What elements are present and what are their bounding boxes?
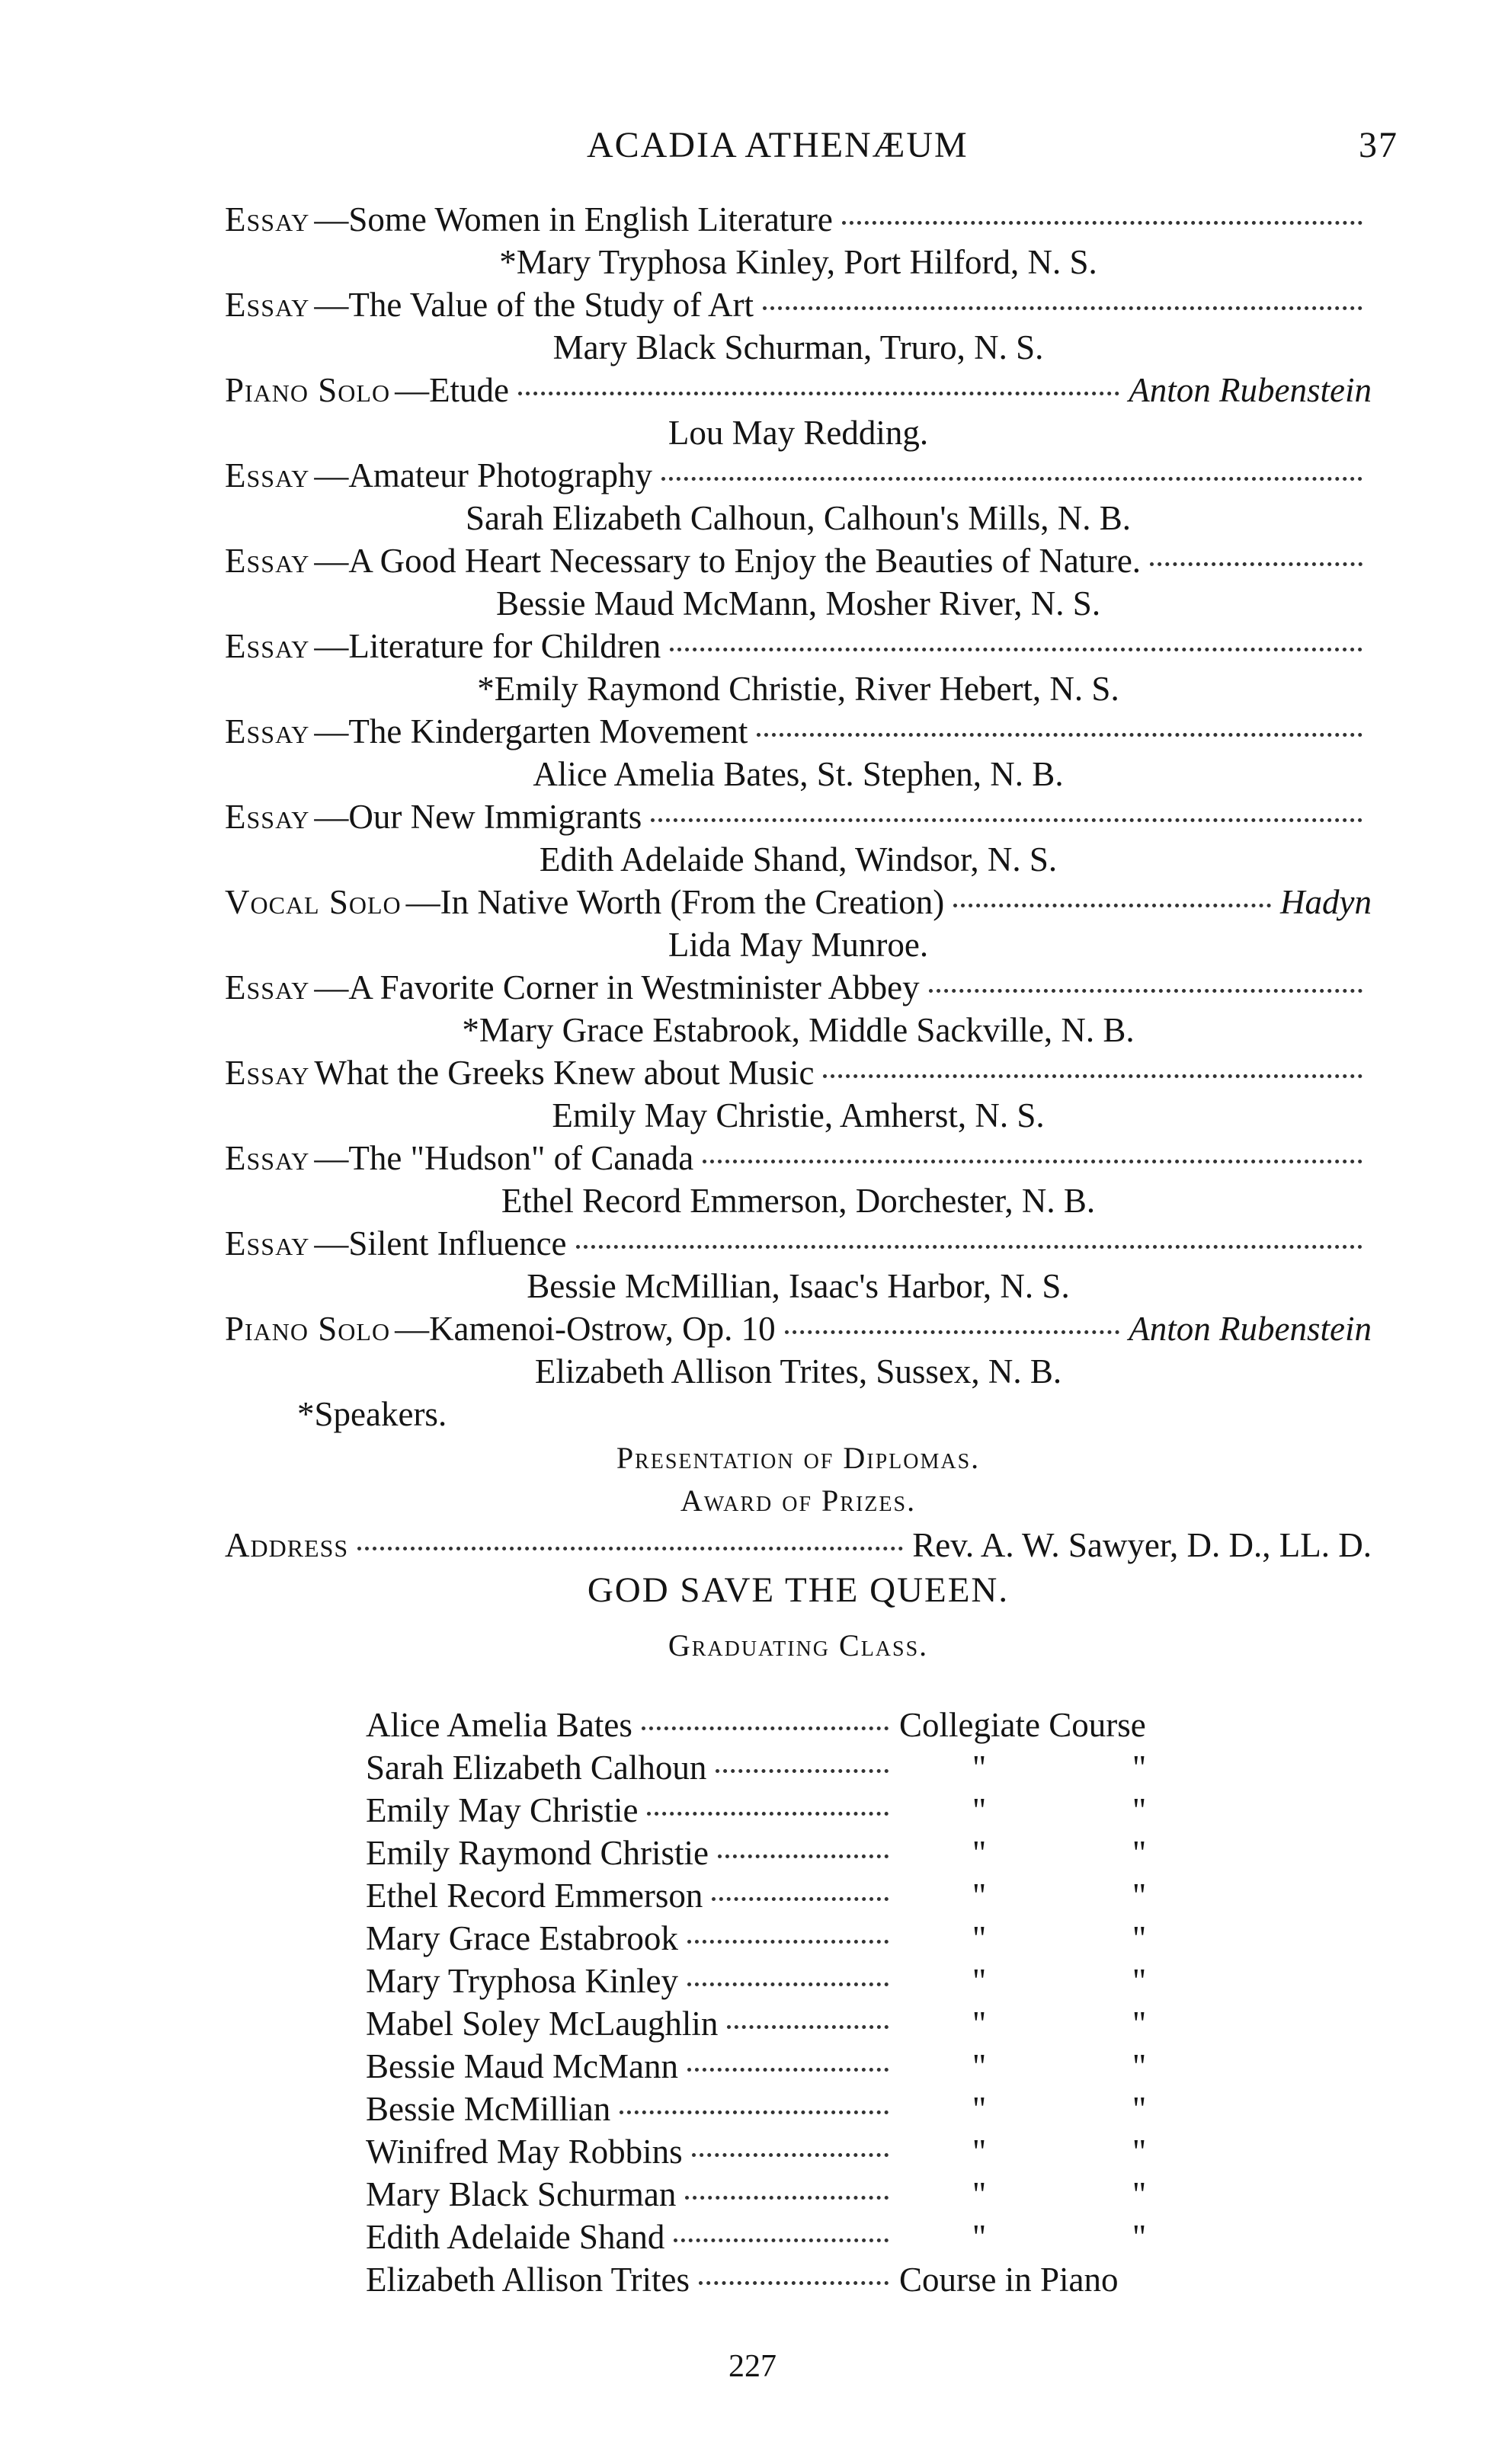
- dot-leader: [953, 904, 1271, 907]
- ditto-mark: ": [972, 2175, 987, 2213]
- item-composer: Anton Rubenstein: [1129, 371, 1372, 409]
- graduate-row: [366, 2004, 1250, 2046]
- ditto-mark: ": [1132, 1919, 1147, 1957]
- graduate-name-cell: [366, 1961, 899, 2001]
- graduate-name-cell: [366, 2089, 899, 2129]
- page-number: 37: [1359, 124, 1398, 165]
- program-item: [225, 456, 1372, 498]
- graduate-course: Course in Piano: [899, 2261, 1119, 2299]
- award-of-prizes: Award of Prizes.: [680, 1483, 917, 1518]
- graduating-class-heading: Graduating Class.: [668, 1628, 929, 1662]
- dot-leader: [685, 2196, 889, 2200]
- ditto-mark: ": [972, 2090, 987, 2128]
- program-item: [225, 882, 1372, 925]
- item-composer: Anton Rubenstein: [1129, 1310, 1372, 1348]
- ditto-mark: ": [972, 2133, 987, 2171]
- program-item: [225, 541, 1372, 584]
- dot-leader: [687, 1940, 889, 1944]
- ditto-mark: ": [1132, 1877, 1147, 1915]
- graduate-name: Winifred May Robbins: [366, 2133, 683, 2171]
- graduate-name: Edith Adelaide Shand: [366, 2218, 665, 2256]
- ditto-mark: ": [972, 2218, 987, 2256]
- item-performer: Sarah Elizabeth Calhoun, Calhoun's Mills, N. B.: [465, 499, 1132, 537]
- graduate-name-cell: [366, 2174, 899, 2214]
- graduate-row: [366, 1790, 1250, 1833]
- item-type-label: Essay: [225, 1139, 310, 1177]
- dot-leader: [518, 392, 1119, 395]
- dot-leader: [929, 989, 1363, 993]
- item-performer: Elizabeth Allison Trites, Sussex, N. B.: [534, 1352, 1062, 1390]
- item-performer: Mary Black Schurman, Truro, N. S.: [552, 328, 1044, 366]
- ditto-mark: ": [972, 1791, 987, 1829]
- item-performer: Edith Adelaide Shand, Windsor, N. S.: [539, 840, 1058, 878]
- program-item: [225, 797, 1372, 840]
- dot-leader: [718, 1854, 889, 1858]
- item-title: —Silent Influence: [314, 1224, 567, 1262]
- dot-leader: [699, 2281, 889, 2285]
- graduate-name: Mary Black Schurman: [366, 2175, 677, 2213]
- ditto-mark: ": [1132, 2047, 1147, 2085]
- ditto-mark: ": [972, 1919, 987, 1957]
- program-item: [225, 1309, 1372, 1352]
- graduate-row: [366, 1748, 1250, 1790]
- item-type-label: Essay: [225, 1224, 310, 1262]
- ditto-mark: ": [972, 1877, 987, 1915]
- graduate-row: [366, 1961, 1250, 2004]
- item-title: —Literature for Children: [314, 627, 661, 665]
- item-title: What the Greeks Knew about Music: [314, 1054, 815, 1092]
- graduate-row: [366, 2174, 1250, 2217]
- item-type-label: Piano Solo: [225, 371, 391, 409]
- item-title: —The "Hudson" of Canada: [314, 1139, 694, 1177]
- graduate-name-cell: [366, 2046, 899, 2086]
- graduate-name: Alice Amelia Bates: [366, 1706, 632, 1744]
- item-performer: Bessie Maud McMann, Mosher River, N. S.: [495, 584, 1101, 622]
- ditto-mark: ": [1132, 2090, 1147, 2128]
- item-title: —Our New Immigrants: [314, 798, 642, 836]
- program-list: [225, 200, 1372, 1684]
- item-title: —Etude: [395, 371, 510, 409]
- graduate-name: Emily May Christie: [366, 1791, 639, 1829]
- item-type-label: Essay: [225, 200, 310, 238]
- ditto-mark: ": [1132, 1834, 1147, 1872]
- item-title: —A Good Heart Necessary to Enjoy the Beauties of Nature.: [314, 542, 1142, 580]
- dot-leader: [692, 2153, 889, 2157]
- anthem-line: GOD SAVE THE QUEEN.: [587, 1570, 1010, 1610]
- graduate-name: Mabel Soley McLaughlin: [366, 2005, 719, 2043]
- graduate-row: [366, 2260, 1250, 2302]
- item-title: —Kamenoi-Ostrow, Op. 10: [395, 1310, 776, 1348]
- item-type-label: Essay: [225, 456, 310, 494]
- graduate-row: [366, 2046, 1250, 2089]
- program-item: [225, 285, 1372, 328]
- item-performer: Ethel Record Emmerson, Dorchester, N. B.: [501, 1182, 1096, 1220]
- graduate-name: Bessie Maud McMann: [366, 2047, 678, 2085]
- graduate-row: [366, 2217, 1250, 2260]
- graduate-name-cell: [366, 1876, 899, 1915]
- program-item: [225, 1053, 1372, 1096]
- footer-page-number: 227: [728, 2349, 777, 2384]
- dot-leader: [674, 2238, 889, 2242]
- graduate-name: Ethel Record Emmerson: [366, 1877, 703, 1915]
- item-type-label: Essay: [225, 968, 310, 1006]
- dot-leader: [651, 818, 1363, 822]
- dot-leader: [785, 1330, 1120, 1334]
- graduate-name-cell: [366, 1833, 899, 1873]
- address-label: Address: [225, 1526, 349, 1564]
- item-type-label: Essay: [225, 712, 310, 750]
- dot-leader: [647, 1812, 889, 1816]
- item-type-label: Essay: [225, 542, 310, 580]
- program-item: [225, 626, 1372, 669]
- program-item: [225, 200, 1372, 242]
- graduate-name-cell: [366, 2260, 899, 2299]
- graduate-name: Bessie McMillian: [366, 2090, 611, 2128]
- graduate-name-cell: [366, 1748, 899, 1787]
- graduate-course: Collegiate Course: [899, 1706, 1146, 1744]
- graduate-name-cell: [366, 2004, 899, 2043]
- dot-leader: [823, 1074, 1363, 1078]
- graduate-name-cell: [366, 2217, 899, 2257]
- item-type-label: Vocal Solo: [225, 883, 402, 921]
- presentation-of-diplomas: Presentation of Diplomas.: [616, 1441, 981, 1475]
- dot-leader: [687, 1982, 889, 1986]
- item-performer: Emily May Christie, Amherst, N. S.: [552, 1096, 1045, 1134]
- item-title: —A Favorite Corner in Westminister Abbey: [314, 968, 920, 1006]
- graduate-name-cell: [366, 1705, 899, 1745]
- item-performer: *Mary Tryphosa Kinley, Port Hilford, N. S.: [499, 243, 1097, 281]
- item-title: —The Value of the Study of Art: [314, 286, 754, 324]
- graduating-class-list: [366, 1705, 1250, 2302]
- program-items: [225, 200, 1372, 1394]
- program-item: [225, 1138, 1372, 1181]
- ditto-mark: ": [1132, 2218, 1147, 2256]
- ditto-mark: ": [1132, 2005, 1147, 2043]
- graduate-name-cell: [366, 1918, 899, 1958]
- dot-leader: [763, 306, 1363, 310]
- dot-leader: [357, 1547, 903, 1550]
- item-title: —Amateur Photography: [314, 456, 653, 494]
- graduate-row: [366, 1876, 1250, 1918]
- item-performer: Lida May Munroe.: [668, 926, 929, 964]
- graduate-name: Mary Tryphosa Kinley: [366, 1962, 679, 2000]
- dot-leader: [620, 2110, 889, 2114]
- running-title: ACADIA ATHENÆUM: [587, 124, 969, 165]
- graduate-name-cell: [366, 1790, 899, 1830]
- ditto-mark: ": [972, 2047, 987, 2085]
- program-item: [225, 370, 1372, 413]
- graduate-row: [366, 1918, 1250, 1961]
- graduate-name-cell: [366, 2132, 899, 2171]
- ditto-mark: ": [1132, 2133, 1147, 2171]
- ditto-mark: ": [972, 1834, 987, 1872]
- dot-leader: [716, 1769, 889, 1773]
- item-title: —In Native Worth (From the Creation): [405, 883, 945, 921]
- item-composer: Hadyn: [1280, 883, 1372, 921]
- ditto-mark: ": [1132, 2175, 1147, 2213]
- item-type-label: Essay: [225, 798, 310, 836]
- address-row: [225, 1525, 1372, 1570]
- dot-leader: [687, 2068, 889, 2072]
- ditto-mark: ": [1132, 1962, 1147, 2000]
- graduate-name: Elizabeth Allison Trites: [366, 2261, 690, 2299]
- dot-leader: [642, 1726, 889, 1730]
- ditto-mark: ": [972, 1749, 987, 1787]
- dot-leader: [670, 648, 1363, 651]
- page-header: [579, 114, 1398, 175]
- item-performer: *Emily Raymond Christie, River Hebert, N. S.: [477, 670, 1119, 708]
- graduate-row: [366, 1705, 1250, 1748]
- graduate-row: [366, 1833, 1250, 1876]
- ditto-mark: ": [1132, 1791, 1147, 1829]
- dot-leader: [576, 1245, 1363, 1249]
- item-performer: Alice Amelia Bates, St. Stephen, N. B.: [533, 755, 1064, 793]
- dot-leader: [1150, 562, 1363, 566]
- item-type-label: Essay: [225, 1054, 310, 1092]
- graduate-name: Emily Raymond Christie: [366, 1834, 709, 1872]
- item-performer: Bessie McMillian, Isaac's Harbor, N. S.: [527, 1267, 1070, 1305]
- graduate-name: Sarah Elizabeth Calhoun: [366, 1749, 707, 1787]
- item-title: —The Kindergarten Movement: [314, 712, 748, 750]
- item-performer: Lou May Redding.: [668, 414, 929, 452]
- ditto-mark: ": [972, 1962, 987, 2000]
- dot-leader: [661, 477, 1363, 481]
- graduate-row: [366, 2132, 1250, 2174]
- address-speaker: Rev. A. W. Sawyer, D. D., LL. D.: [912, 1526, 1372, 1564]
- dot-leader: [712, 1897, 889, 1901]
- item-type-label: Piano Solo: [225, 1310, 391, 1348]
- graduate-row: [366, 2089, 1250, 2132]
- dot-leader: [727, 2025, 889, 2029]
- program-item: [225, 968, 1372, 1010]
- program-item: [225, 712, 1372, 754]
- ditto-mark: ": [1132, 1749, 1147, 1787]
- item-type-label: Essay: [225, 627, 310, 665]
- item-title: —Some Women in English Literature: [314, 200, 833, 238]
- graduate-name: Mary Grace Estabrook: [366, 1919, 678, 1957]
- dot-leader: [842, 221, 1363, 225]
- speakers-note: *Speakers.: [297, 1395, 447, 1433]
- item-type-label: Essay: [225, 286, 310, 324]
- dot-leader: [703, 1160, 1363, 1163]
- program-item: [225, 1224, 1372, 1266]
- item-performer: *Mary Grace Estabrook, Middle Sackville, N. B.: [462, 1011, 1135, 1049]
- ditto-mark: ": [972, 2005, 987, 2043]
- dot-leader: [757, 733, 1363, 737]
